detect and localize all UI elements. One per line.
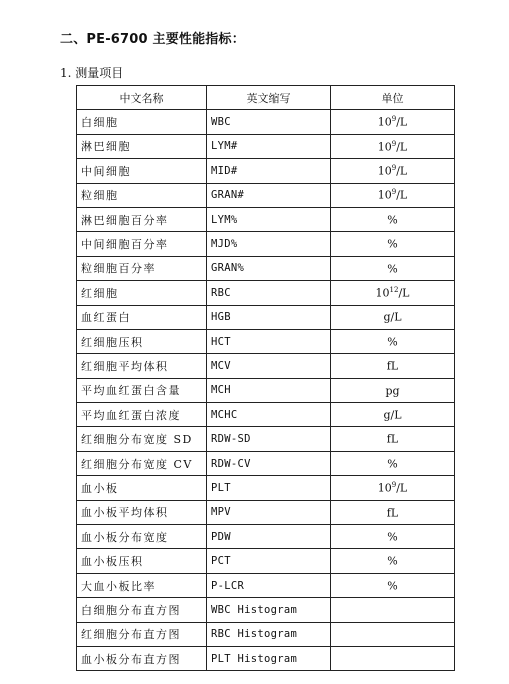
cell-chinese-name: 血小板 [77,476,207,500]
cell-chinese-name: 血小板平均体积 [77,500,207,524]
cell-english-abbr: MCH [207,378,331,402]
cell-unit [331,232,455,256]
unit-suffix: /L [396,115,408,129]
unit-base: 10 [377,140,392,154]
table-row [77,378,455,402]
cell-chinese-name: 大血小板比率 [77,573,207,597]
cell-chinese-name: 平均血红蛋白含量 [77,378,207,402]
table-row [77,598,455,622]
unit-base: g/L [383,311,402,325]
unit-base: % [387,457,398,471]
cell-english-abbr: MCHC [207,403,331,427]
cell-unit [331,427,455,451]
cell-chinese-name: 中间细胞百分率 [77,232,207,256]
table-row [77,281,455,305]
cell-chinese-name: 红细胞 [77,281,207,305]
cell-chinese-name: 淋巴细胞 [77,134,207,158]
cell-chinese-name: 白细胞分布直方图 [77,598,207,622]
cell-english-abbr: MCV [207,354,331,378]
unit-base: % [387,554,398,568]
cell-unit [331,159,455,183]
cell-english-abbr: LYM# [207,134,331,158]
cell-english-abbr: RDW-SD [207,427,331,451]
table-row [77,256,455,280]
cell-english-abbr: PLT [207,476,331,500]
table-row [77,159,455,183]
cell-english-abbr: RDW-CV [207,451,331,475]
table-row [77,549,455,573]
cell-unit [331,281,455,305]
header-unit: 单位 [331,86,455,110]
cell-english-abbr: WBC [207,110,331,134]
table-row [77,183,455,207]
cell-english-abbr: WBC Histogram [207,598,331,622]
cell-english-abbr: MPV [207,500,331,524]
table-row [77,305,455,329]
header-chinese-name: 中文名称 [77,86,207,110]
subsection-heading: 1. 测量项目 [60,66,124,80]
cell-chinese-name: 粒细胞百分率 [77,256,207,280]
unit-base: 10 [377,115,392,129]
cell-english-abbr: LYM% [207,207,331,231]
unit-suffix: /L [396,140,408,154]
cell-unit [331,476,455,500]
cell-chinese-name: 白细胞 [77,110,207,134]
unit-base: 10 [375,286,390,300]
table-row [77,403,455,427]
table-header-row [77,86,455,110]
unit-suffix: /L [396,164,408,178]
unit-base: pg [385,384,400,398]
cell-unit [331,354,455,378]
table-row [77,354,455,378]
table-row [77,451,455,475]
unit-base: % [387,579,398,593]
cell-unit [331,646,455,670]
unit-exponent: 9 [391,115,397,124]
cell-unit [331,378,455,402]
cell-english-abbr: MJD% [207,232,331,256]
cell-chinese-name: 红细胞分布宽度 CV [77,451,207,475]
table-row [77,646,455,670]
cell-english-abbr: RBC Histogram [207,622,331,646]
unit-base: fL [386,359,399,373]
cell-unit [331,573,455,597]
cell-unit [331,183,455,207]
table-row [77,622,455,646]
table-row [77,500,455,524]
unit-exponent: 9 [391,139,397,148]
unit-base: fL [386,506,399,520]
header-english-abbr: 英文缩写 [207,86,331,110]
cell-chinese-name: 平均血红蛋白浓度 [77,403,207,427]
cell-english-abbr: RBC [207,281,331,305]
cell-english-abbr: PLT Histogram [207,646,331,670]
table-row [77,329,455,353]
cell-unit [331,598,455,622]
table-row [77,427,455,451]
unit-base: % [387,213,398,227]
unit-suffix: /L [396,189,408,203]
cell-unit [331,329,455,353]
unit-base: g/L [383,408,402,422]
cell-unit [331,256,455,280]
cell-chinese-name: 淋巴细胞百分率 [77,207,207,231]
cell-unit [331,451,455,475]
table-row [77,110,455,134]
cell-chinese-name: 血小板压积 [77,549,207,573]
measurement-items-table [76,85,455,671]
cell-english-abbr: GRAN% [207,256,331,280]
cell-english-abbr: HCT [207,329,331,353]
unit-base: % [387,335,398,349]
cell-unit [331,403,455,427]
cell-chinese-name: 血小板分布直方图 [77,646,207,670]
cell-chinese-name: 粒细胞 [77,183,207,207]
cell-unit [331,549,455,573]
cell-english-abbr: PCT [207,549,331,573]
cell-unit [331,525,455,549]
unit-exponent: 9 [391,481,397,490]
unit-exponent: 12 [389,285,399,294]
cell-chinese-name: 血小板分布宽度 [77,525,207,549]
cell-unit [331,134,455,158]
cell-unit [331,305,455,329]
cell-unit [331,500,455,524]
cell-chinese-name: 中间细胞 [77,159,207,183]
cell-chinese-name: 红细胞分布直方图 [77,622,207,646]
unit-base: 10 [377,164,392,178]
table-row [77,476,455,500]
unit-exponent: 9 [391,164,397,173]
unit-suffix: /L [396,481,408,495]
cell-unit [331,110,455,134]
cell-chinese-name: 红细胞压积 [77,329,207,353]
unit-base: 10 [377,481,392,495]
unit-base: % [387,237,398,251]
cell-english-abbr: PDW [207,525,331,549]
table-row [77,232,455,256]
cell-unit [331,207,455,231]
unit-suffix: /L [398,286,410,300]
unit-base: % [387,262,398,276]
unit-base: % [387,530,398,544]
table-row [77,525,455,549]
table-row [77,134,455,158]
unit-base: fL [386,432,399,446]
unit-exponent: 9 [391,188,397,197]
cell-english-abbr: HGB [207,305,331,329]
cell-chinese-name: 红细胞平均体积 [77,354,207,378]
cell-english-abbr: GRAN# [207,183,331,207]
cell-chinese-name: 血红蛋白 [77,305,207,329]
cell-unit [331,622,455,646]
section-heading: 二、PE-6700 主要性能指标： [60,32,245,47]
cell-english-abbr: P-LCR [207,573,331,597]
cell-english-abbr: MID# [207,159,331,183]
unit-base: 10 [377,189,392,203]
cell-chinese-name: 红细胞分布宽度 SD [77,427,207,451]
table-row [77,207,455,231]
table-row [77,573,455,597]
